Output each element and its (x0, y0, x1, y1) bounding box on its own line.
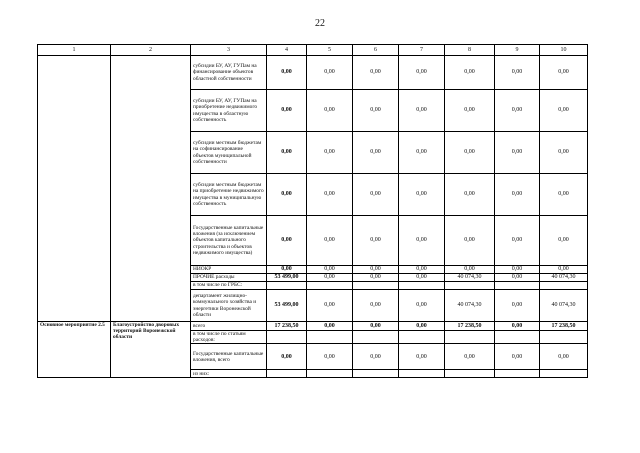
row-label: из них: (191, 370, 267, 378)
value-cell (307, 370, 353, 378)
value-cell: 40 074,30 (540, 290, 588, 322)
value-cell: 0,00 (307, 56, 353, 90)
value-cell (307, 331, 353, 344)
value-cell (540, 282, 588, 290)
value-cell: 0,00 (267, 56, 307, 90)
header-cell: 1 (38, 45, 111, 56)
value-cell: 17 238,50 (540, 322, 588, 331)
value-cell: 0,00 (495, 56, 540, 90)
value-cell (445, 282, 495, 290)
value-cell: 17 238,50 (267, 322, 307, 331)
value-cell: 0,00 (399, 322, 445, 331)
value-cell (353, 282, 399, 290)
value-cell: 0,00 (540, 174, 588, 216)
header-cell: 2 (111, 45, 191, 56)
budget-table (37, 44, 588, 378)
value-cell: 0,00 (495, 174, 540, 216)
value-cell: 0,00 (267, 344, 307, 370)
value-cell: 0,00 (353, 90, 399, 132)
value-cell (540, 331, 588, 344)
value-cell (495, 370, 540, 378)
value-cell (353, 370, 399, 378)
value-cell (445, 331, 495, 344)
value-cell (540, 370, 588, 378)
value-cell: 0,00 (495, 266, 540, 274)
value-cell: 0,00 (399, 174, 445, 216)
value-cell: 0,00 (399, 266, 445, 274)
value-cell: 0,00 (540, 344, 588, 370)
value-cell: 0,00 (540, 266, 588, 274)
value-cell: 0,00 (540, 216, 588, 266)
page-number: 22 (315, 18, 325, 29)
activity-name: Благоустройство дворовых территорий Воронежской области (111, 322, 191, 378)
value-cell: 53 499,00 (267, 290, 307, 322)
row-label: субсидии БУ, АУ, ГУПам на финансирование объектов областной собственности (191, 56, 267, 90)
row-label: в том числе по ГРБС: (191, 282, 267, 290)
value-cell (399, 282, 445, 290)
value-cell: 0,00 (445, 266, 495, 274)
value-cell: 0,00 (495, 322, 540, 331)
value-cell (267, 370, 307, 378)
row-label: субсидии местным бюджетам на приобретение недвижимого имущества в муниципальную собственность (191, 174, 267, 216)
header-cell: 7 (399, 45, 445, 56)
value-cell: 0,00 (540, 132, 588, 174)
value-cell: 0,00 (307, 274, 353, 282)
section-row (38, 322, 588, 331)
header-cell: 3 (191, 45, 267, 56)
value-cell: 0,00 (307, 216, 353, 266)
value-cell: 0,00 (399, 90, 445, 132)
value-cell: 0,00 (495, 90, 540, 132)
value-cell: 0,00 (353, 216, 399, 266)
value-cell: 0,00 (399, 344, 445, 370)
table-row (38, 56, 588, 90)
value-cell: 40 074,30 (445, 290, 495, 322)
value-cell: 0,00 (307, 174, 353, 216)
value-cell: 0,00 (307, 322, 353, 331)
value-cell: 0,00 (353, 290, 399, 322)
row-label: департамент жилищно-коммунального хозяйства и энергетики Воронежской области (191, 290, 267, 322)
value-cell (495, 331, 540, 344)
header-cell: 9 (495, 45, 540, 56)
value-cell: 0,00 (445, 132, 495, 174)
value-cell (399, 370, 445, 378)
value-cell: 0,00 (353, 56, 399, 90)
value-cell: 0,00 (445, 344, 495, 370)
value-cell: 0,00 (445, 90, 495, 132)
row-label: Государственные капитальные вложения (за исключением объектов капитального строительства и объектов недвижимого имущества) (191, 216, 267, 266)
value-cell: 0,00 (399, 216, 445, 266)
value-cell: 0,00 (495, 216, 540, 266)
value-cell: 0,00 (353, 132, 399, 174)
value-cell: 0,00 (399, 290, 445, 322)
row-label: НИОКР (191, 266, 267, 274)
value-cell (445, 370, 495, 378)
value-cell: 0,00 (495, 132, 540, 174)
value-cell: 0,00 (307, 132, 353, 174)
value-cell (399, 331, 445, 344)
row-label: в том числе по статьям расходов: (191, 331, 267, 344)
empty-cell-col2 (111, 56, 191, 322)
value-cell: 0,00 (540, 56, 588, 90)
value-cell: 0,00 (267, 266, 307, 274)
value-cell: 0,00 (267, 216, 307, 266)
value-cell: 0,00 (353, 266, 399, 274)
value-cell (267, 331, 307, 344)
value-cell (307, 282, 353, 290)
row-label: всего (191, 322, 267, 331)
value-cell: 0,00 (495, 290, 540, 322)
value-cell: 40 074,30 (540, 274, 588, 282)
value-cell: 0,00 (445, 216, 495, 266)
value-cell: 0,00 (353, 274, 399, 282)
value-cell: 0,00 (267, 90, 307, 132)
header-row (38, 45, 588, 56)
empty-cell-col1 (38, 56, 111, 322)
value-cell: 0,00 (399, 274, 445, 282)
header-cell: 6 (353, 45, 399, 56)
value-cell: 0,00 (307, 266, 353, 274)
value-cell: 0,00 (399, 56, 445, 90)
row-label: Государственные капитальные вложения, всего (191, 344, 267, 370)
value-cell: 0,00 (353, 322, 399, 331)
value-cell: 0,00 (540, 90, 588, 132)
value-cell (495, 282, 540, 290)
value-cell: 0,00 (267, 174, 307, 216)
header-cell: 4 (267, 45, 307, 56)
row-label: ПРОЧИЕ расходы (191, 274, 267, 282)
value-cell: 0,00 (445, 56, 495, 90)
value-cell: 0,00 (353, 344, 399, 370)
value-cell: 0,00 (307, 344, 353, 370)
activity-code: Основное мероприятие 2.5 (38, 322, 111, 378)
header-cell: 5 (307, 45, 353, 56)
row-label: субсидии местным бюджетам на софинансирование объектов муниципальной собственности (191, 132, 267, 174)
value-cell: 17 238,50 (445, 322, 495, 331)
value-cell: 0,00 (267, 132, 307, 174)
value-cell: 0,00 (495, 344, 540, 370)
value-cell: 0,00 (399, 132, 445, 174)
value-cell: 40 074,30 (445, 274, 495, 282)
value-cell (353, 331, 399, 344)
value-cell: 53 499,00 (267, 274, 307, 282)
value-cell: 0,00 (307, 290, 353, 322)
value-cell: 0,00 (445, 174, 495, 216)
value-cell: 0,00 (307, 90, 353, 132)
header-cell: 8 (445, 45, 495, 56)
value-cell (267, 282, 307, 290)
value-cell: 0,00 (353, 174, 399, 216)
header-cell: 10 (540, 45, 588, 56)
row-label: субсидии БУ, АУ, ГУПам на приобретение недвижимого имущества в областную собственность (191, 90, 267, 132)
value-cell: 0,00 (495, 274, 540, 282)
